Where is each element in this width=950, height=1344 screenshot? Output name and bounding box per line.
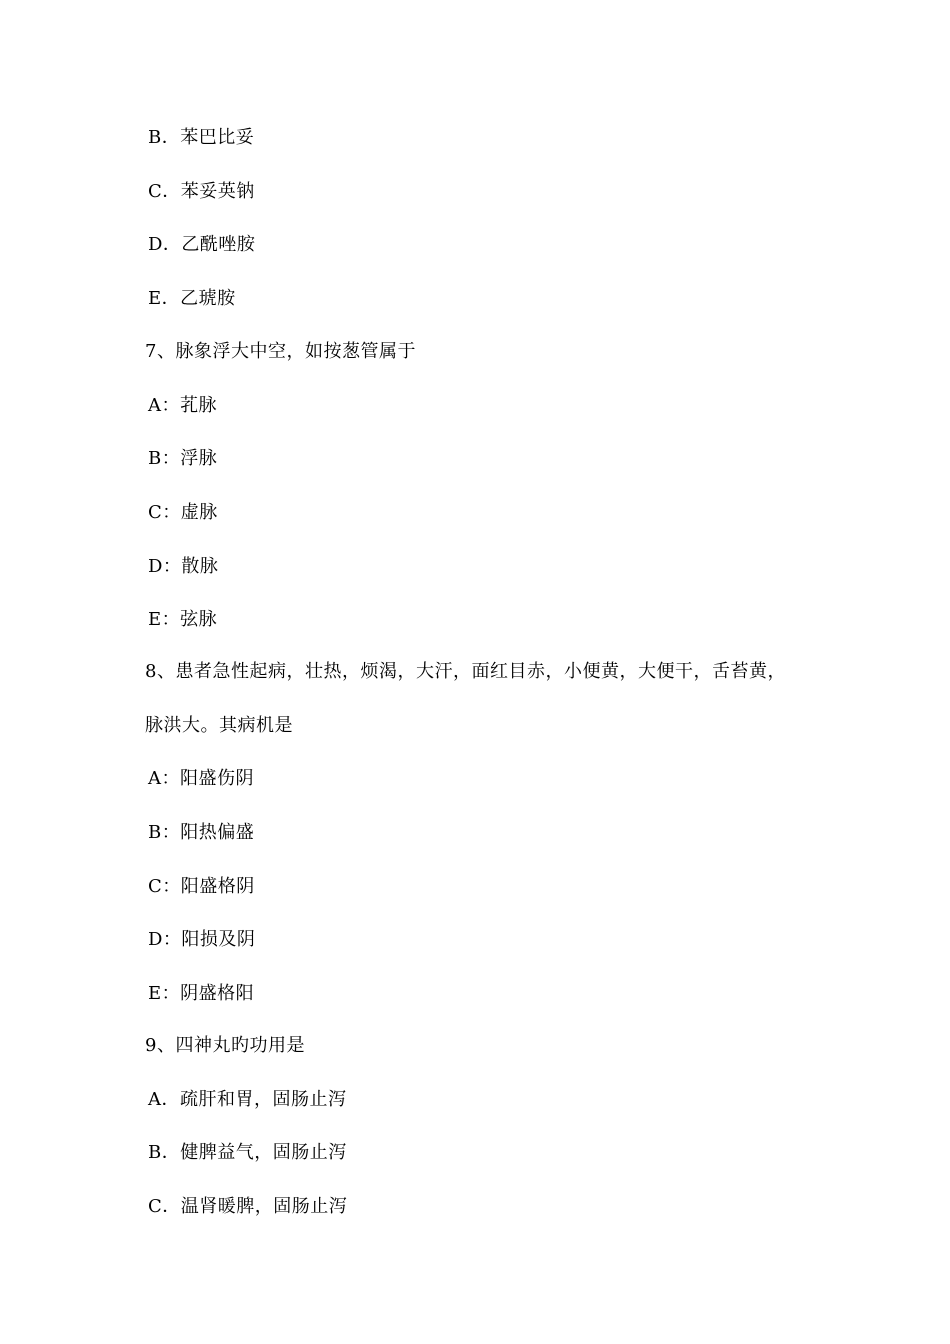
q9-option-c: C．温肾暖脾，固肠止泻 <box>148 1196 348 1217</box>
q7-option-c: C：虚脉 <box>148 502 218 523</box>
q8-option-e: E：阴盛格阳 <box>148 983 255 1004</box>
q8-option-b: B：阳热偏盛 <box>148 822 255 843</box>
q7-option-e: E：弦脉 <box>148 609 218 630</box>
q9-option-a: A．疏肝和胃，固肠止泻 <box>148 1089 347 1110</box>
q7-option-a: A：芤脉 <box>148 395 217 416</box>
q8-stem-line-1: 8、患者急性起病，壮热，烦渴，大汗，面红目赤，小便黄，大便干，舌苔黄， <box>145 661 786 682</box>
q9-stem: 9、四神丸旳功用是 <box>145 1035 305 1056</box>
q8-option-a: A：阳盛伤阴 <box>148 768 254 789</box>
q8-option-c: C：阳盛格阴 <box>148 876 255 897</box>
q8-stem-line-2: 脉洪大。其病机是 <box>145 715 293 736</box>
q6-option-e: E．乙琥胺 <box>148 288 236 309</box>
q7-option-b: B：浮脉 <box>148 448 218 469</box>
q7-stem: 7、脉象浮大中空，如按葱管属于 <box>145 341 416 362</box>
q6-option-c: C．苯妥英钠 <box>148 181 255 202</box>
q6-option-d: D．乙酰唑胺 <box>148 234 256 255</box>
q8-option-d: D：阳损及阴 <box>148 929 256 950</box>
q9-option-b: B．健脾益气，固肠止泻 <box>148 1142 347 1163</box>
q7-option-d: D：散脉 <box>148 556 219 577</box>
q6-option-b: B．苯巴比妥 <box>148 127 255 148</box>
